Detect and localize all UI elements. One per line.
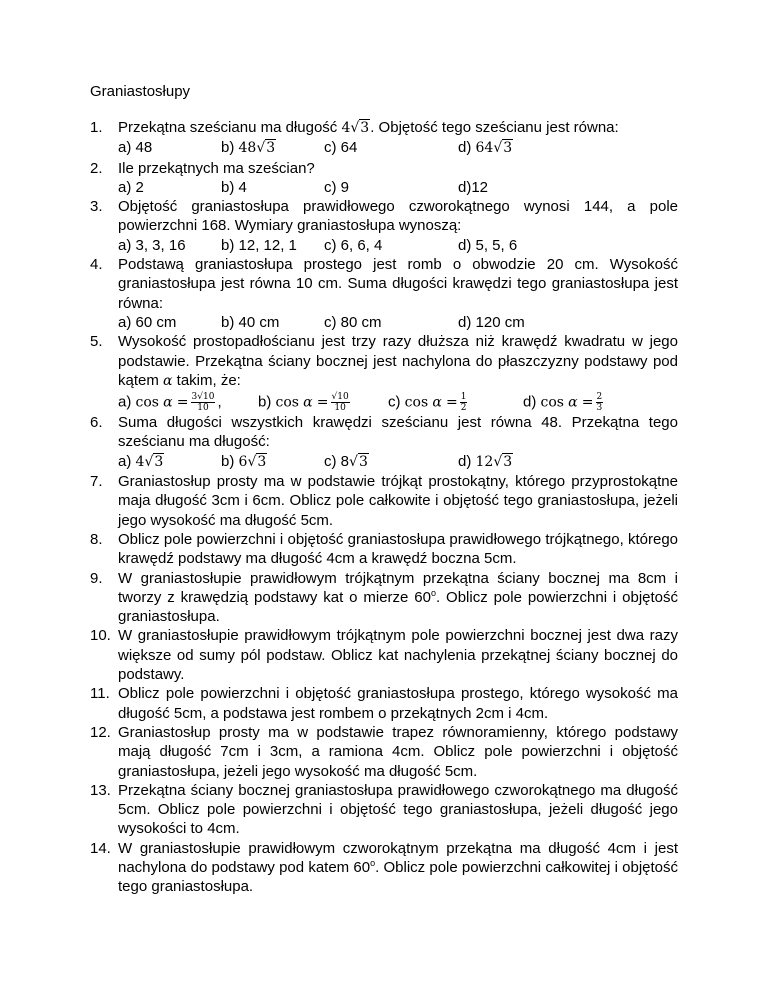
- option-a: a) 4√3: [118, 452, 164, 470]
- exercise-number: 14.: [90, 839, 111, 857]
- exercise-text: Przekątna ściany bocznej graniastosłupa prawidłowego czworokątnego ma długość 5cm. Oblicz pole powierzchni i objętość tego graniastosłupa, jeżeli długość jego wysokości to 4cm.: [118, 781, 678, 838]
- exercise-3: [90, 197, 678, 255]
- exercise-number: 7.: [90, 473, 103, 491]
- option-b: b) 4: [221, 178, 247, 196]
- exercise-text: Przekątna sześcianu ma długość: [118, 119, 338, 136]
- option-d: d) 5, 5, 6: [458, 236, 518, 254]
- page-title: Graniastosłupy: [90, 83, 191, 100]
- answer-options: [118, 452, 678, 472]
- option-d: d) cos α = $\frac{2}{3}$: [523, 391, 603, 413]
- exercise-text: W graniastosłupie prawidłowym trójkątnym przekątna ściany bocznej ma 8cm i tworzy z krawędzią podstawy kat o mierze 60$^o$. Oblicz pole powierzchni i objętość graniastosłupa.: [118, 569, 679, 626]
- exercise-text: Wysokość prostopadłościanu jest trzy razy dłuższa niż krawędź kwadratu w jego podstawie. Przekątna ściany bocznej jest nachylona do płaszczyzny podstawy pod kątem α takim, że:: [118, 333, 678, 389]
- exercise-number: 1.: [90, 119, 103, 136]
- exercise-8: [90, 530, 678, 569]
- option-b: b) 12, 12, 1: [221, 236, 297, 254]
- option-b: b) 48√3: [221, 139, 276, 157]
- exercise-4: [90, 255, 678, 332]
- exercise-number: 11.: [90, 685, 110, 703]
- exercise-13: [90, 781, 678, 839]
- exercise-number: 10.: [90, 627, 111, 645]
- exercise-text: Graniastosłup prosty ma w podstawie trójkąt prostokątny, którego przyprostokątne maja długość 3cm i 6cm. Oblicz pole całkowite i objętość tego graniastosłupa, jeżeli jego wysokość ma długość 5cm.: [118, 473, 678, 529]
- option-b: b) cos α = $\frac{√10}{10}$: [258, 391, 349, 413]
- option-a: a) 3, 3, 16: [118, 236, 186, 254]
- answer-options: [118, 313, 678, 332]
- exercise-text: W graniastosłupie prawidłowym trójkątnym pole powierzchni bocznej jest dwa razy większe od sumy pól podstaw. Oblicz kat nachylenia przekątnej ściany bocznej do podstawy.: [118, 627, 678, 684]
- option-a: a) 2: [118, 178, 144, 196]
- option-c: c) cos α = $\frac{1}{2}$: [388, 391, 467, 413]
- answer-options: [118, 178, 678, 197]
- exercise-1: [90, 118, 678, 159]
- exercise-number: 13.: [90, 781, 111, 799]
- exercise-7: [90, 472, 678, 530]
- option-d: d) 120 cm: [458, 313, 525, 331]
- exercise-text-continued: . Objętość tego sześcianu jest równa:: [370, 119, 619, 136]
- exercise-11: [90, 684, 678, 723]
- exercise-list: [90, 118, 678, 897]
- exercise-number: 9.: [90, 569, 103, 587]
- exercise-text: Suma długości wszystkich krawędzi sześcianu jest równa 48. Przekątna tego sześcianu ma długość:: [118, 414, 678, 451]
- option-b: b) 6√3: [221, 452, 267, 470]
- exercise-text: Objętość graniastosłupa prawidłowego czworokątnego wynosi 144, a pole powierzchni 168. Wymiary graniastosłupa wynoszą:: [118, 198, 678, 235]
- answer-options: [118, 138, 678, 158]
- option-c: c) 8√3: [324, 452, 368, 470]
- option-a: a) 48: [118, 139, 153, 157]
- option-a: a) cos α = $\frac{3√10}{10}$ ,: [118, 391, 222, 413]
- exercise-number: 3.: [90, 198, 103, 216]
- math-expression: 4√3: [341, 120, 370, 136]
- option-b: b) 40 cm: [221, 313, 280, 331]
- exercise-number: 2.: [90, 159, 103, 177]
- exercise-text: Ile przekątnych ma sześcian?: [118, 159, 315, 177]
- option-a: a) 60 cm: [118, 313, 177, 331]
- exercise-text: Oblicz pole powierzchni i objętość graniastosłupa prostego, którego wysokość ma długość 5cm, a podstawa jest rombem o przekątnych 2cm i 4cm.: [118, 685, 678, 722]
- exercise-6: [90, 413, 678, 472]
- answer-options: [118, 391, 678, 413]
- exercise-text: Podstawą graniastosłupa prostego jest romb o obwodzie 20 cm. Wysokość graniastosłupa jest równa 10 cm. Suma długości krawędzi tego graniastosłupa jest równa:: [118, 256, 678, 312]
- option-c: c) 80 cm: [324, 313, 382, 331]
- answer-options: [118, 236, 678, 255]
- exercise-text: Oblicz pole powierzchni i objętość graniastosłupa prawidłowego trójkątnego, którego krawędź podstawy ma długość 4cm a krawędź boczna 5cm.: [118, 530, 678, 568]
- exercise-9: [90, 569, 678, 627]
- option-c: c) 6, 6, 4: [324, 236, 383, 254]
- exercise-text: W graniastosłupie prawidłowym czworokątnym przekątna ma długość 4cm i jest nachylona do podstawy pod katem 60$^o$. Oblicz pole powierzchni całkowitej i objętość tego graniastosłupa.: [118, 839, 679, 896]
- exercise-5: [90, 332, 678, 413]
- exercise-text: Graniastosłup prosty ma w podstawie trapez równoramienny, którego podstawy mają długość 7cm i 3cm, a ramiona 4cm. Oblicz pole powierzchni i objętość graniastosłupa, jeżeli jego wysokość ma długość 5cm.: [118, 723, 678, 780]
- option-d: d) 64√3: [458, 139, 513, 157]
- option-c: c) 64: [324, 139, 358, 157]
- option-d: d) 12√3: [458, 452, 513, 470]
- exercise-2: [90, 159, 678, 198]
- exercise-number: 5.: [90, 333, 103, 351]
- exercise-number: 4.: [90, 256, 103, 274]
- exercise-10: [90, 626, 678, 684]
- exercise-number: 12.: [90, 723, 111, 741]
- option-c: c) 9: [324, 178, 350, 196]
- exercise-14: [90, 839, 678, 897]
- exercise-number: 8.: [90, 530, 103, 548]
- exercise-number: 6.: [90, 414, 103, 432]
- exercise-12: [90, 723, 678, 781]
- option-d: d)12: [458, 178, 489, 196]
